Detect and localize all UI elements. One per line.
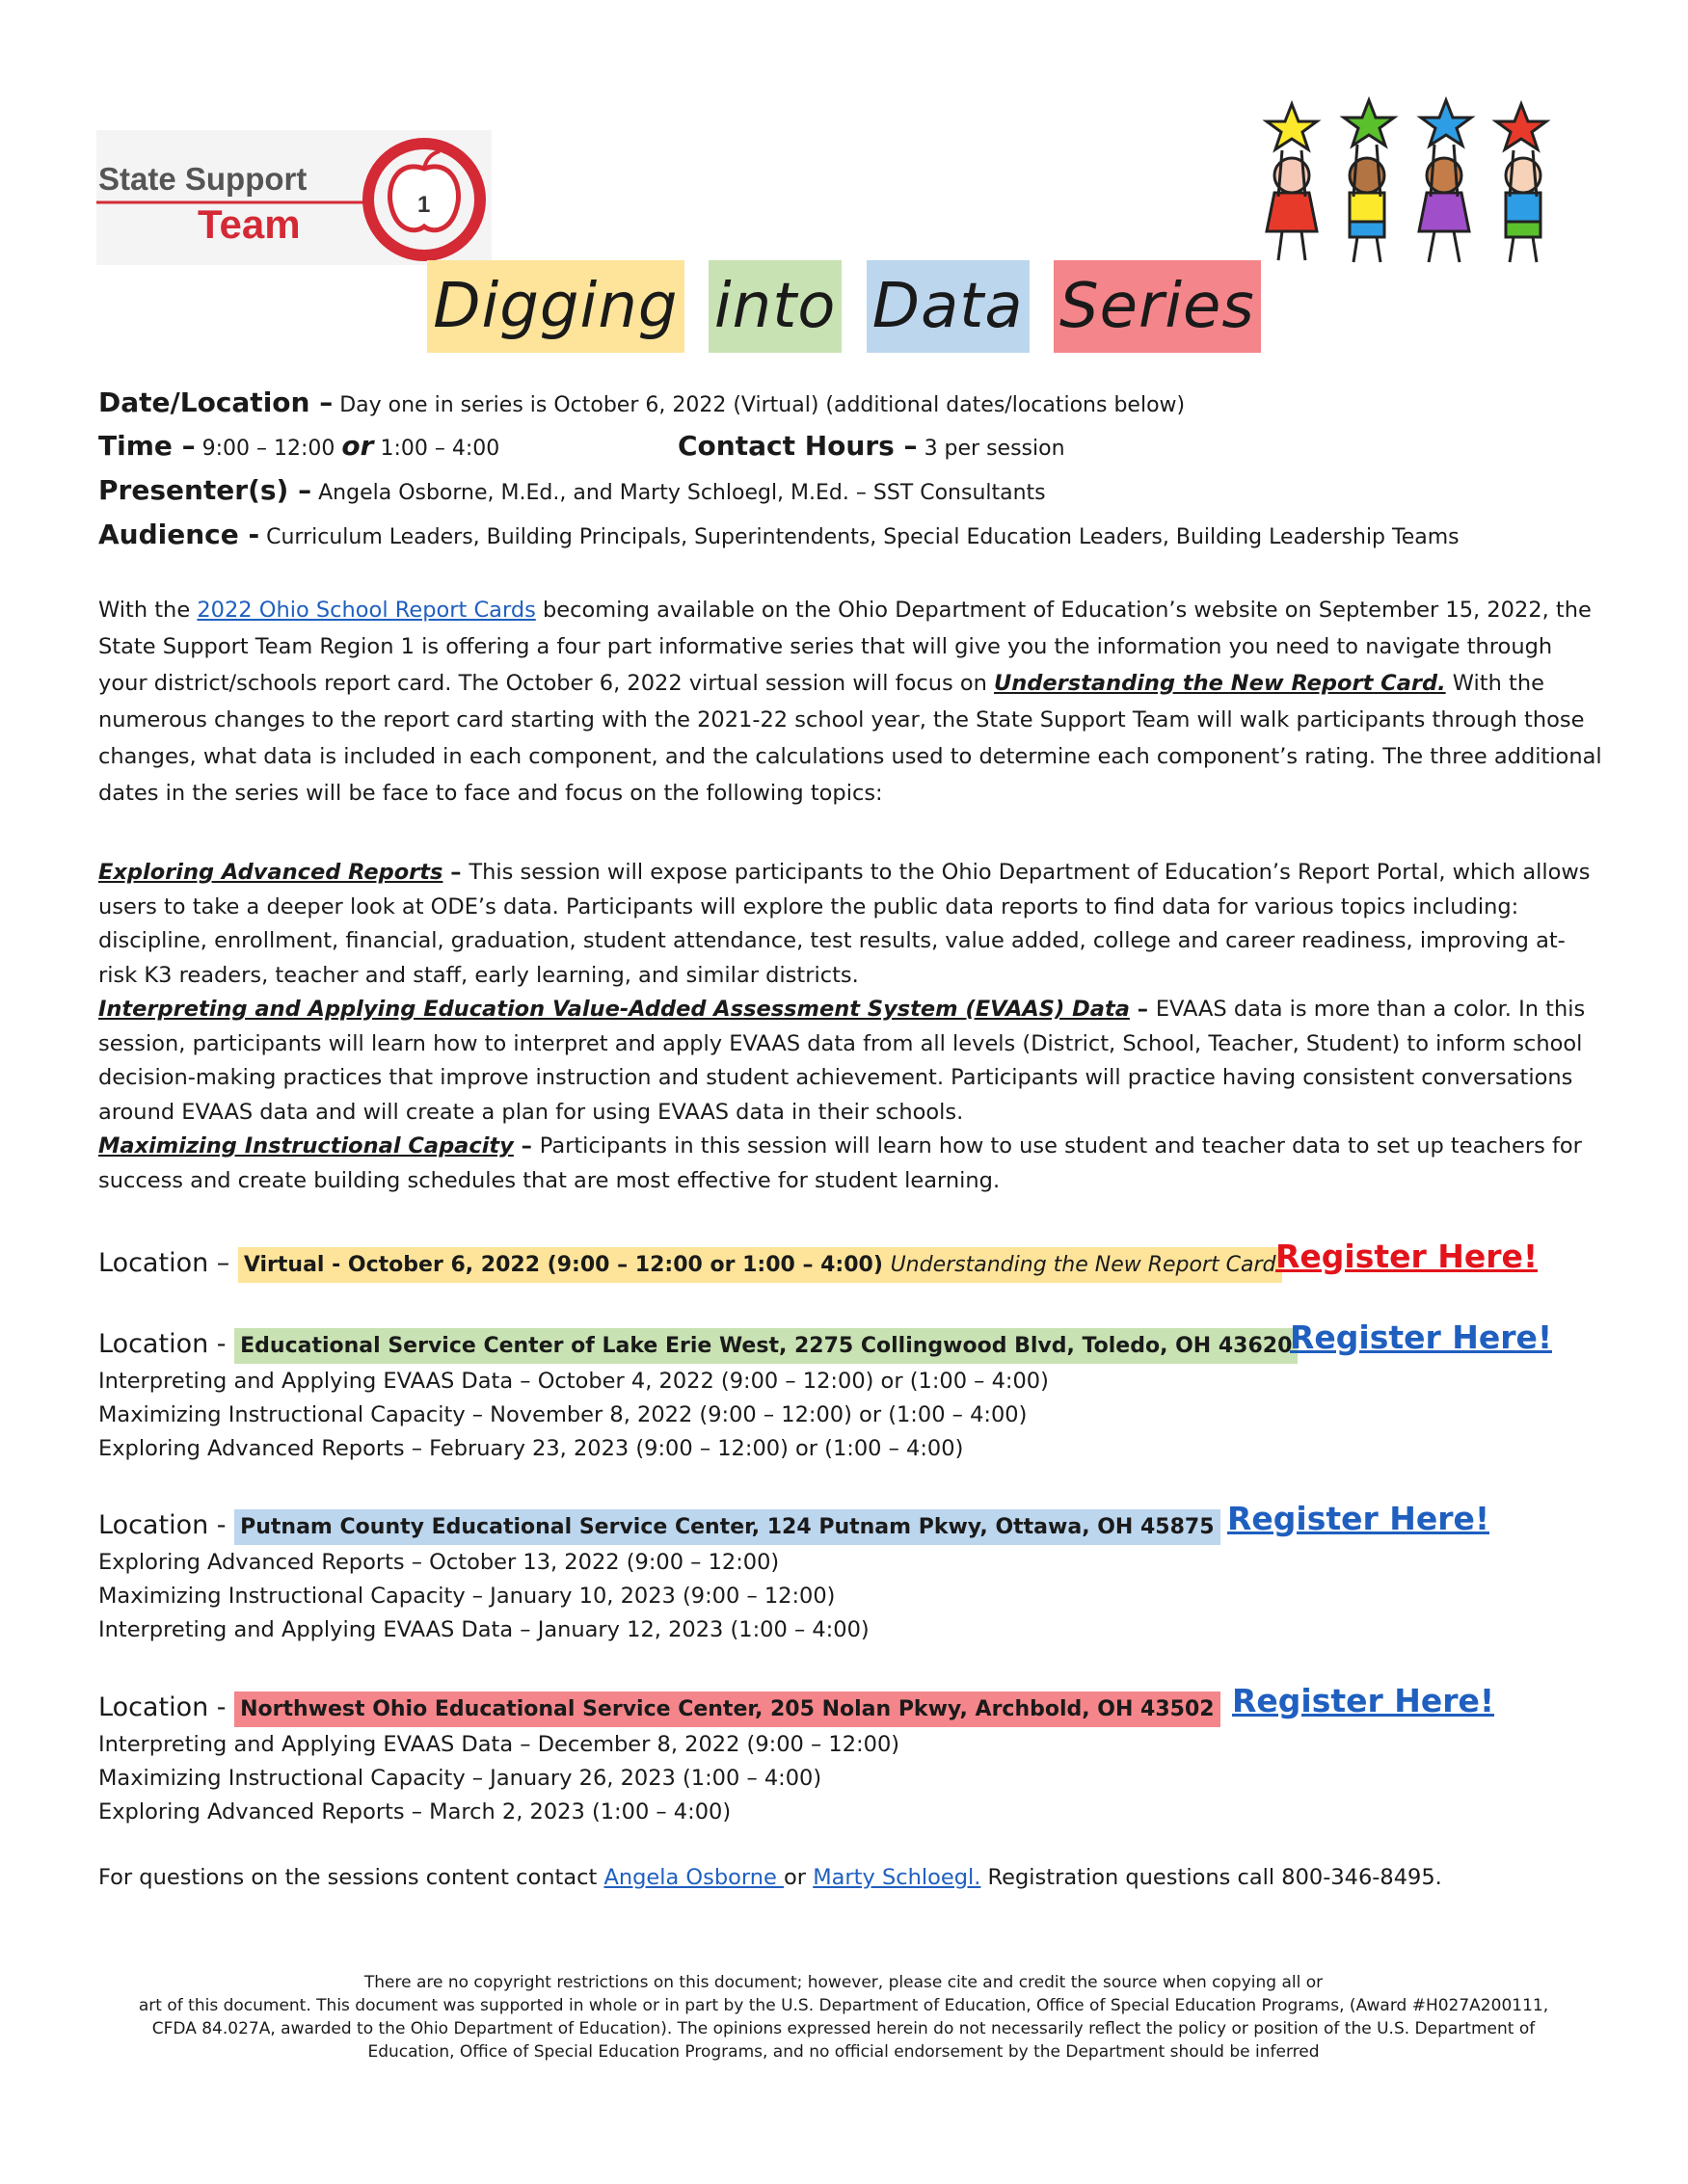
angela-osborne-link[interactable]: Angela Osborne	[603, 1865, 785, 1890]
title-word-series: Series	[1054, 260, 1261, 353]
logo-line2: Team	[198, 201, 301, 247]
session-line: Interpreting and Applying EVAAS Data – December 8, 2022 (9:00 – 12:00)	[98, 1732, 900, 1757]
location-place: Virtual - October 6, 2022 (9:00 – 12:00 or 1:00 – 4:00) Understanding the New Report Card	[238, 1247, 1282, 1283]
kids-holding-stars-illustration	[1253, 96, 1571, 270]
time-line	[98, 432, 499, 464]
time-label: Time –	[98, 430, 196, 462]
time-or: or	[341, 430, 374, 462]
intro-paragraph: With the 2022 Ohio School Report Cards becoming available on the Ohio Department of Education’s website on September 15, 2022, the State Support Team Region 1 is offering a four part informative series that will give you the information you need to navigate through your district/schools report card. The October 6, 2022 virtual session will focus on Understanding the New Report Card. With the numerous changes to the report card starting with the 2021-22 school year, the State Support Team will walk participants through those changes, what data is included in each component, and the calculations used to determine each component’s rating. The three additional dates in the series will be face to face and focus on the following topics:	[98, 598, 1602, 806]
title-word-data: Data	[867, 260, 1030, 353]
register-virtual-link[interactable]: Register Here!	[1275, 1238, 1538, 1275]
register-lake-erie-west-link[interactable]: Register Here!	[1290, 1318, 1552, 1356]
session-line: Maximizing Instructional Capacity – January 26, 2023 (1:00 – 4:00)	[98, 1766, 822, 1791]
title-word-into: into	[709, 260, 843, 353]
presenter-value: Angela Osborne, M.Ed., and Marty Schloegl, M.Ed. – SST Consultants	[318, 481, 1046, 505]
date-label: Date/Location –	[98, 386, 334, 418]
register-putnam-county-link[interactable]: Register Here!	[1227, 1500, 1489, 1537]
location-place: Educational Service Center of Lake Erie West, 2275 Collingwood Blvd, Toledo, OH 43620	[234, 1328, 1298, 1364]
time-value-b: 1:00 – 4:00	[380, 437, 500, 461]
marty-schloegl-link[interactable]: Marty Schloegl.	[813, 1865, 981, 1890]
contact-line: For questions on the sessions content contact Angela Osborne or Marty Schloegl. Registration questions call 800-346-8495.	[98, 1865, 1442, 1890]
topic-exploring-advanced-reports: Exploring Advanced Reports – This session will expose participants to the Ohio Department of Education’s Report Portal, which allows users to take a deeper look at ODE’s data. Participants will explore the public data reports to find data for various topics including: discipline, enrollment, financial, graduation, student attendance, test results, value added, college and career readiness, improving at-risk K3 readers, teacher and staff, early learning, and similar districts.	[98, 860, 1591, 988]
audience-line	[98, 520, 1460, 552]
location-putnam-county	[98, 1504, 1220, 1550]
topic-evaas-data: Interpreting and Applying Education Value-Added Assessment System (EVAAS) Data – EVAAS data is more than a color. In this session, participants will learn how to interpret and apply EVAAS data from all levels (District, School, Teacher, Student) to inform school decision-making practices that improve instruction and student achievement. Participants will practice having consistent conversations around EVAAS data and will create a plan for using EVAAS data in their schools.	[98, 997, 1586, 1125]
location-northwest-ohio	[98, 1686, 1220, 1732]
session-line: Interpreting and Applying EVAAS Data – January 12, 2023 (1:00 – 4:00)	[98, 1617, 870, 1642]
session-line: Maximizing Instructional Capacity – November 8, 2022 (9:00 – 12:00) or (1:00 – 4:00)	[98, 1402, 1028, 1427]
session-line: Exploring Advanced Reports – March 2, 2023 (1:00 – 4:00)	[98, 1799, 732, 1824]
footer-disclaimer: There are no copyright restrictions on this document; however, please cite and credit the source when copying all or art of this document. This document was supported in whole or in part by the U.S. Department of Education, Office of Special Education Programs, (Award #H027A200111, CFDA 84.027A, awarded to the Ohio Department of Education). The opinions expressed herein do not necessarily reflect the policy or position of the U.S. Department of Education, Office of Special Education Programs, and no official endorsement by the Department should be inferred	[138, 1973, 1549, 2062]
contact-hours-value: 3 per session	[924, 437, 1065, 461]
location-label: Location -	[98, 1329, 227, 1359]
location-place: Northwest Ohio Educational Service Center, 205 Nolan Pkwy, Archbold, OH 43502	[234, 1691, 1219, 1727]
presenter-label: Presenter(s) –	[98, 474, 312, 506]
register-northwest-ohio-link[interactable]: Register Here!	[1232, 1682, 1494, 1719]
location-place: Putnam County Educational Service Center, 124 Putnam Pkwy, Ottawa, OH 45875	[234, 1509, 1219, 1545]
time-value-a: 9:00 – 12:00	[201, 437, 335, 461]
date-value: Day one in series is October 6, 2022 (Virtual) (additional dates/locations below)	[339, 393, 1186, 417]
logo-line1: State Support	[98, 161, 308, 197]
session-line: Maximizing Instructional Capacity – January 10, 2023 (9:00 – 12:00)	[98, 1584, 836, 1609]
topic-maximizing-instructional-capacity: Maximizing Instructional Capacity – Participants in this session will learn how to use student and teacher data to set up teachers for success and create building schedules that are most effective for student learning.	[98, 1133, 1582, 1193]
state-support-team-logo	[96, 130, 492, 265]
report-cards-link[interactable]: 2022 Ohio School Report Cards	[197, 598, 536, 623]
location-label: Location -	[98, 1692, 227, 1722]
location-label: Location –	[98, 1248, 230, 1278]
page-title	[0, 260, 1688, 353]
audience-label: Audience -	[98, 519, 260, 550]
contact-hours-line	[678, 432, 1065, 464]
audience-value: Curriculum Leaders, Building Principals, Superintendents, Special Education Leaders, Building Leadership Teams	[266, 525, 1460, 549]
location-virtual	[98, 1241, 1282, 1288]
session-line: Exploring Advanced Reports – October 13, 2022 (9:00 – 12:00)	[98, 1550, 780, 1575]
topic-descriptions	[98, 856, 1602, 1198]
logo-number: 1	[417, 192, 431, 218]
session-line: Exploring Advanced Reports – February 23, 2023 (9:00 – 12:00) or (1:00 – 4:00)	[98, 1436, 964, 1461]
session-line: Interpreting and Applying EVAAS Data – October 4, 2022 (9:00 – 12:00) or (1:00 – 4:00)	[98, 1369, 1049, 1394]
location-lake-erie-west	[98, 1322, 1298, 1369]
date-location-line	[98, 388, 1185, 420]
presenter-line	[98, 476, 1046, 508]
star-icon	[1267, 100, 1546, 149]
contact-hours-label: Contact Hours –	[678, 430, 918, 462]
understanding-report-card-emphasis: Understanding the New Report Card.	[994, 671, 1446, 696]
title-word-digging: Digging	[427, 260, 683, 353]
location-label: Location -	[98, 1510, 227, 1540]
